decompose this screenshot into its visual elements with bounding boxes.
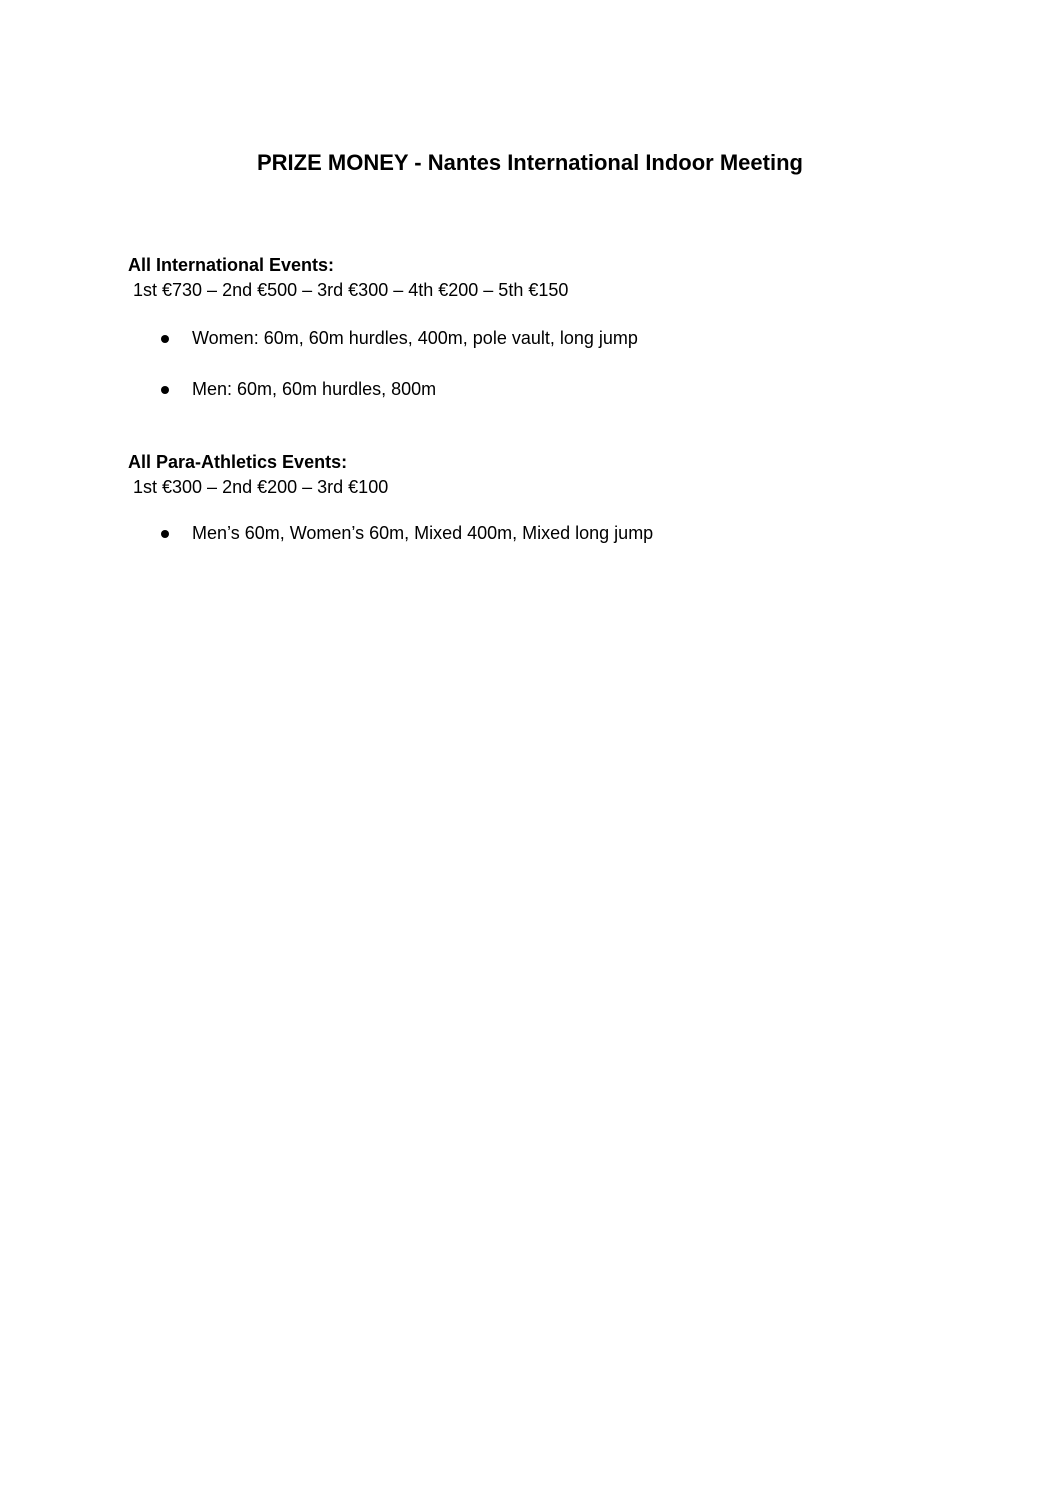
section-heading: All International Events:	[128, 255, 335, 275]
list-item	[128, 522, 948, 544]
list-item	[128, 378, 948, 400]
event-text: Women: 60m, 60m hurdles, 400m, pole vault, long jump	[192, 328, 638, 348]
list-item	[128, 327, 948, 349]
event-list	[128, 327, 948, 400]
page-title: PRIZE MONEY - Nantes International Indoor Meeting	[257, 150, 803, 175]
bullet-icon	[161, 386, 169, 394]
section-para-athletics-events	[128, 451, 948, 544]
section-international-events	[128, 254, 948, 400]
prize-breakdown: 1st €730 – 2nd €500 – 3rd €300 – 4th €200 – 5th €150	[133, 280, 569, 300]
prize-breakdown: 1st €300 – 2nd €200 – 3rd €100	[133, 477, 389, 497]
bullet-icon	[161, 530, 169, 538]
section-heading: All Para-Athletics Events:	[128, 452, 348, 472]
event-list	[128, 522, 948, 544]
event-text: Men: 60m, 60m hurdles, 800m	[192, 379, 437, 399]
bullet-icon	[161, 335, 169, 343]
event-text: Men’s 60m, Women’s 60m, Mixed 400m, Mixed long jump	[192, 523, 654, 543]
